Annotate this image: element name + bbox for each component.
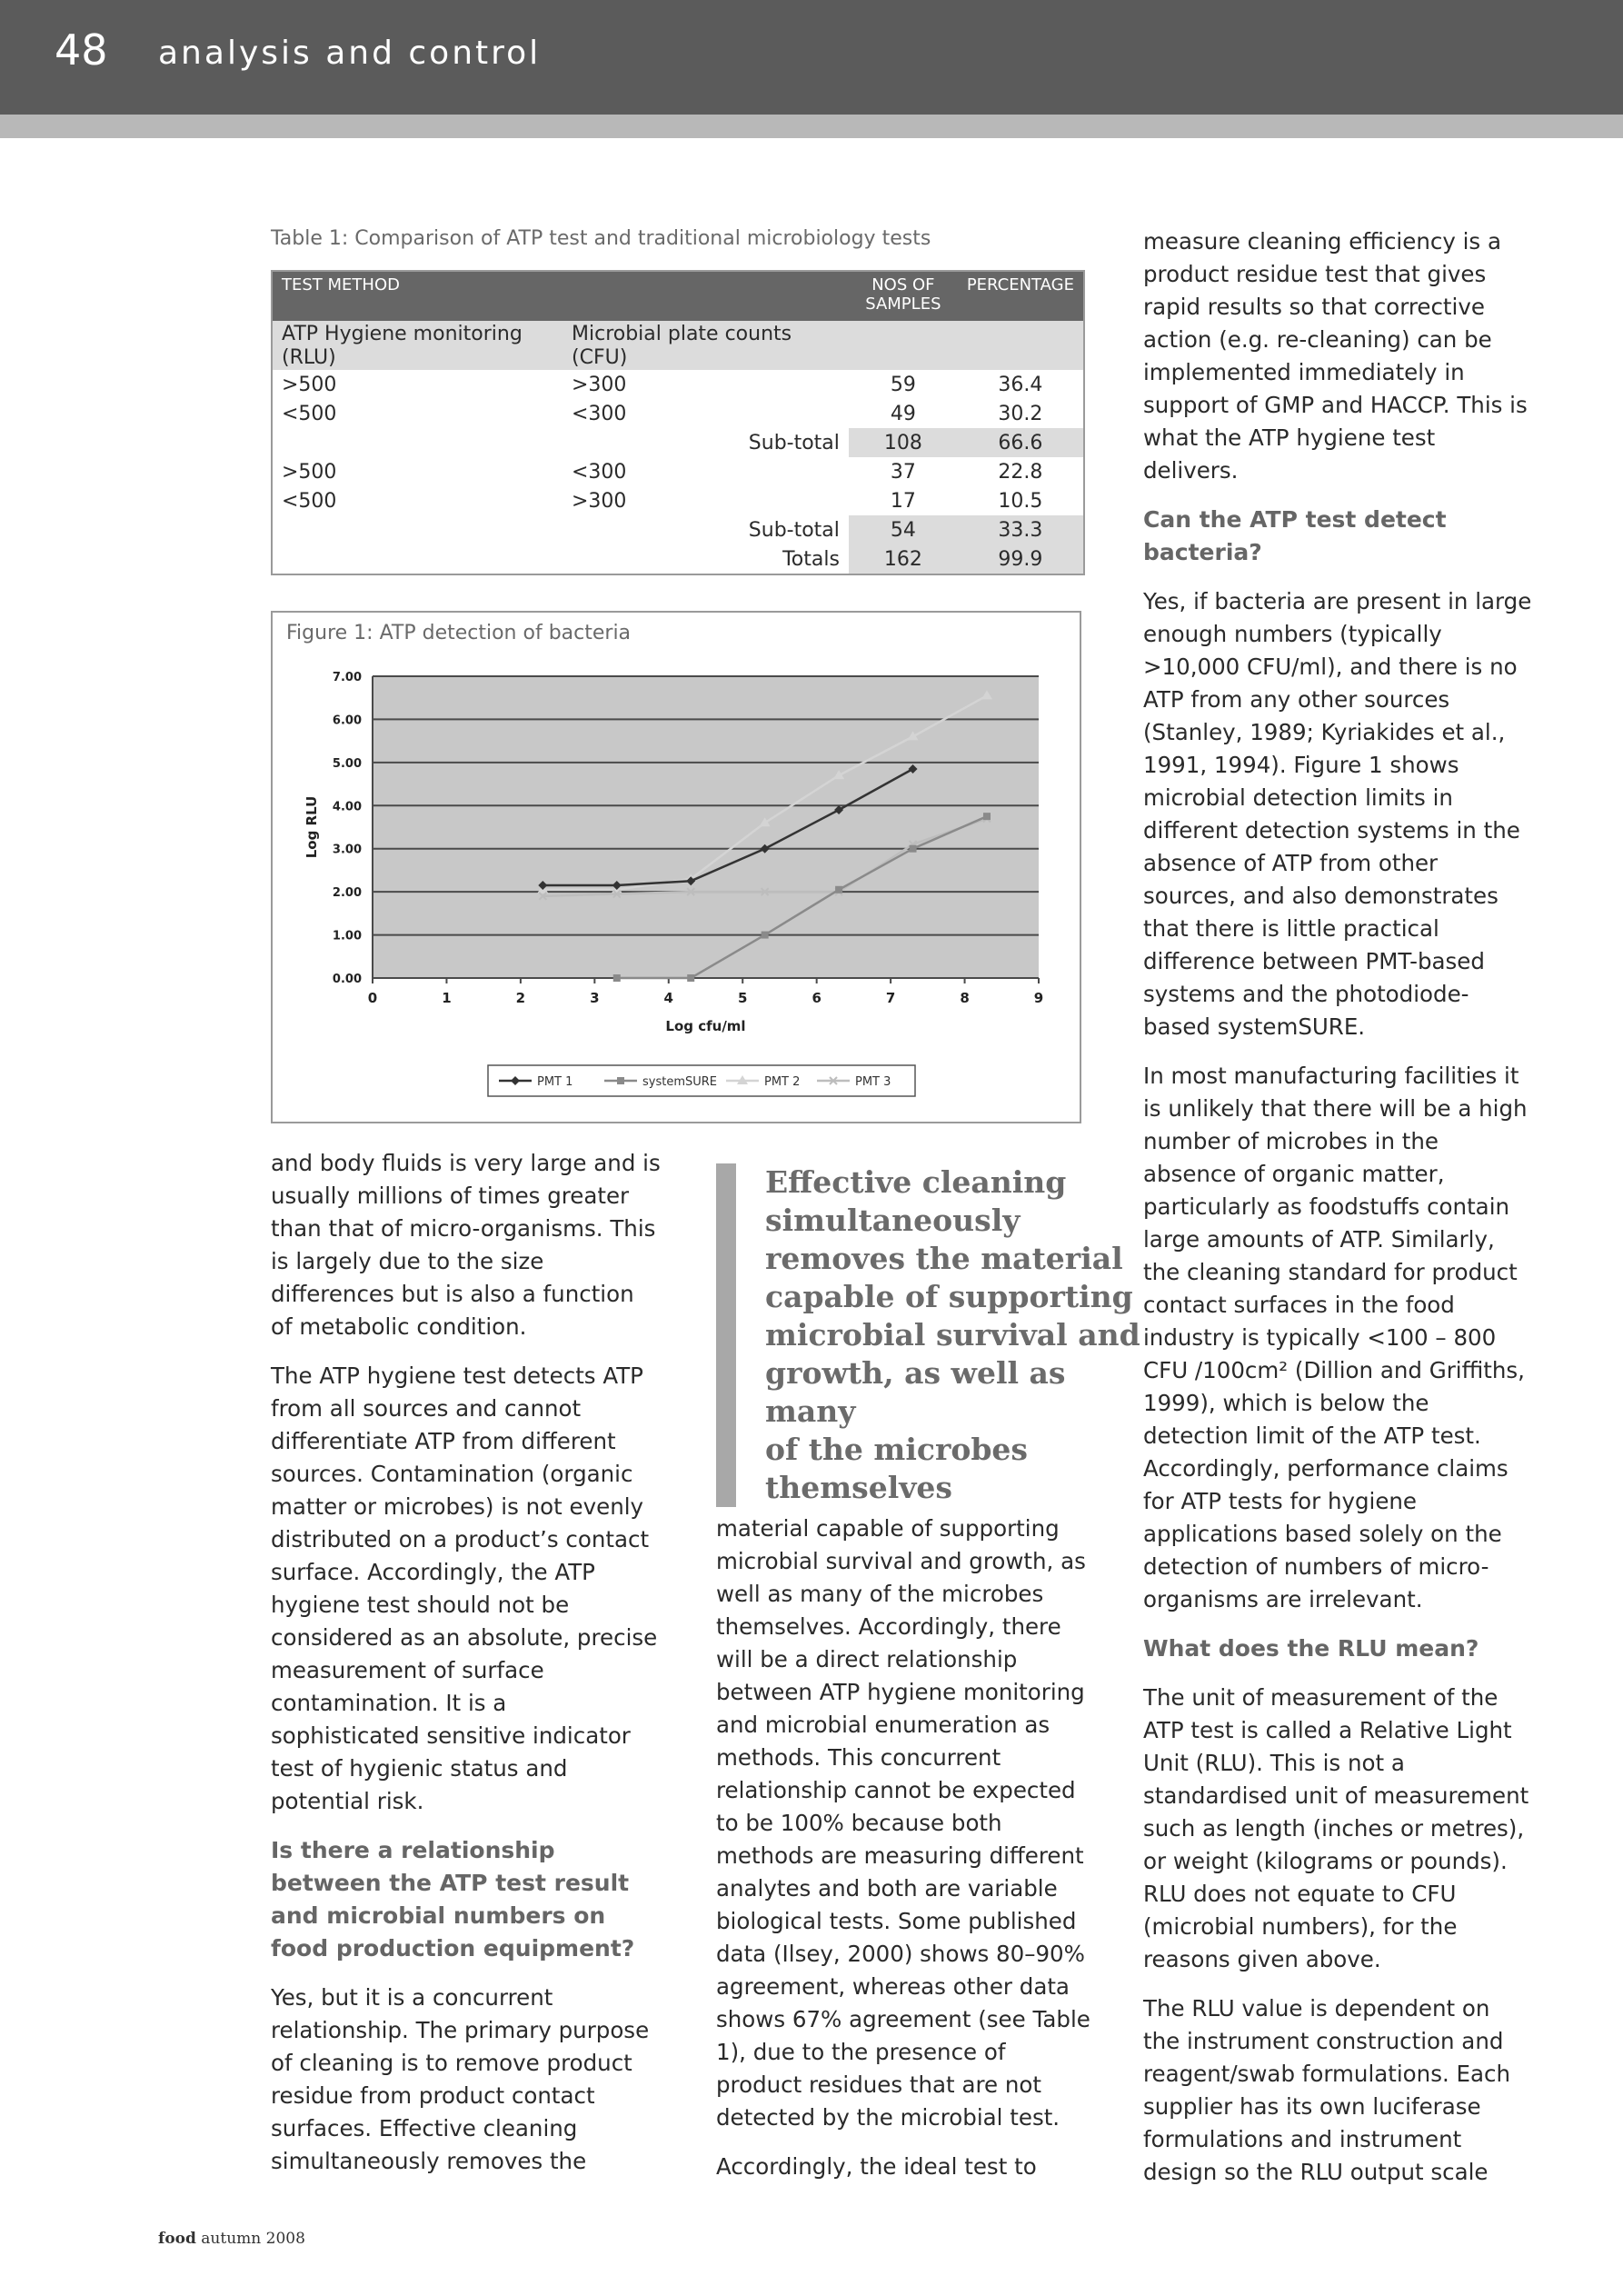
cell-plate: >300 — [572, 373, 627, 396]
y-axis-label: Log RLU — [304, 795, 320, 859]
y-tick-label: 6.00 — [332, 714, 362, 728]
cell-pct: 30.2 — [998, 402, 1043, 425]
subheading: What does the RLU mean? — [1143, 1635, 1479, 1662]
table-row — [273, 370, 1083, 399]
legend-label: PMT 3 — [855, 1075, 891, 1089]
x-tick-label: 4 — [663, 990, 673, 1006]
cell-label: Sub-total — [748, 518, 840, 542]
column-1 — [271, 1147, 662, 2194]
cell-atp: <500 — [282, 489, 337, 513]
y-tick-label: 2.00 — [332, 886, 362, 901]
pull-quote-line: themselves — [765, 1470, 953, 1505]
cell-pct: 10.5 — [998, 489, 1043, 513]
subheader-plate: Microbial plate counts (CFU) — [563, 321, 849, 370]
cell-pct: 22.8 — [998, 460, 1043, 484]
cell-atp: <500 — [282, 402, 337, 425]
cell-pct: 99.9 — [958, 544, 1083, 574]
data-point — [762, 932, 769, 939]
cell-atp: >500 — [282, 373, 337, 396]
paragraph: Yes, if bacteria are present in large enough numbers (typically >10,000 CFU/ml), and there is no ATP from any other sources (Stanley, 1989; Kyriakides et al., 1991, 1994). Figure 1 shows microbial detection limits in different detection systems in the absence of ATP from other sources, and also demonstrates that there is little practical difference between PMT-based systems and the photodiode-based systemSURE. — [1143, 588, 1532, 1040]
cell-label: Sub-total — [748, 431, 840, 454]
paragraph: Accordingly, the ideal test to — [716, 2153, 1037, 2180]
cell-nos: 54 — [849, 515, 958, 544]
cell-pct: 36.4 — [998, 373, 1043, 396]
subheading: Can the ATP test detect bacteria? — [1143, 506, 1447, 565]
cell-nos: 108 — [849, 428, 958, 457]
table-row-subtotal — [273, 428, 1083, 457]
data-point — [835, 886, 842, 893]
paragraph: In most manufacturing facilities it is unlikely that there will be a high number of microbes in the absence of organic matter, particularly as foodstuffs contain large amounts of ATP. Similarly, the cleaning standard for product contact surfaces in the food industry is typically <100 – 800 CFU /100cm² (Dillion and Griffiths, 1999), which is below the detection limit of the ATP test. Accordingly, performance claims for ATP tests for hygiene applications based solely on the detection of numbers of micro-organisms are irrelevant. — [1143, 1063, 1528, 1612]
col-header-pct: PERCENTAGE — [958, 272, 1083, 321]
footer-issue: autumn 2008 — [201, 2230, 305, 2248]
x-tick-label: 9 — [1033, 990, 1044, 1006]
pull-quote-line: removes the material — [765, 1241, 1123, 1276]
cell-atp: >500 — [282, 460, 337, 484]
cell-pct: 33.3 — [958, 515, 1083, 544]
cell-nos: 49 — [890, 402, 916, 425]
col-header-method: TEST METHOD — [273, 272, 849, 321]
y-tick-label: 7.00 — [332, 671, 362, 684]
x-tick-label: 8 — [960, 990, 970, 1006]
paragraph: material capable of supporting microbial survival and growth, as well as many of the microbes themselves. Accordingly, there will be a direct relationship between ATP hygiene monitoring and microbial enumeration as methods. This concurrent relationship cannot be expected to be 100% because both methods are measuring different analytes and both are variable biological tests. Some published data (Ilsey, 2000) shows 80–90% agreement, whereas other data shows 67% agreement (see Table 1), due to the presence of product residues that are not detected by the microbial test. — [716, 1515, 1090, 2131]
x-tick-label: 0 — [367, 990, 378, 1006]
x-tick-label: 2 — [515, 990, 526, 1006]
y-tick-label: 5.00 — [332, 756, 362, 771]
subheading: Is there a relationship between the ATP test result and microbial numbers on food production equipment? — [271, 1837, 635, 1962]
data-point — [910, 845, 917, 853]
paragraph: The RLU value is dependent on the instrument construction and reagent/swab formulations. Each supplier has its own luciferase formulations and instrument design so the RLU output scale — [1143, 1995, 1511, 2185]
paragraph: and body fluids is very large and is usually millions of times greater than that of micro-organisms. This is largely due to the size differences but is also a function of metabolic condition. — [271, 1150, 661, 1340]
paragraph: The unit of measurement of the ATP test is called a Relative Light Unit (RLU). This is not a standardised unit of measurement such as length (inches or metres), or weight (kilograms or pounds). RLU does not equate to CFU (microbial numbers), for the reasons given above. — [1143, 1684, 1529, 1972]
cell-nos: 59 — [890, 373, 916, 396]
cell-nos: 37 — [890, 460, 916, 484]
x-tick-label: 5 — [738, 990, 748, 1006]
y-tick-label: 3.00 — [332, 843, 362, 857]
paragraph: Yes, but it is a concurrent relationship. The primary purpose of cleaning is to remove product residue from product contact surfaces. Effective cleaning simultaneously removes the — [271, 1984, 650, 2174]
header-bar — [0, 0, 1623, 115]
header-strip — [0, 115, 1623, 138]
x-tick-label: 1 — [442, 990, 452, 1006]
subheader-atp: ATP Hygiene monitoring (RLU) — [273, 321, 563, 370]
legend-marker — [617, 1077, 624, 1084]
legend-label: PMT 2 — [764, 1075, 801, 1089]
column-2 — [716, 1512, 1098, 2200]
column-3 — [1143, 225, 1532, 2205]
footer — [158, 2230, 305, 2248]
table-caption: Table 1: Comparison of ATP test and traditional microbiology tests — [271, 227, 931, 250]
cell-pct: 66.6 — [958, 428, 1083, 457]
comparison-table — [271, 270, 1085, 575]
cell-plate: <300 — [572, 460, 627, 484]
y-tick-label: 4.00 — [332, 800, 362, 814]
col-header-nos: NOS OF SAMPLES — [849, 272, 958, 321]
x-axis-label: Log cfu/ml — [665, 1018, 746, 1034]
pull-quote-line: simultaneously — [765, 1203, 1021, 1238]
data-point — [983, 813, 991, 820]
figure-caption: Figure 1: ATP detection of bacteria — [286, 622, 632, 644]
y-tick-label: 1.00 — [332, 929, 362, 943]
table-row — [273, 457, 1083, 486]
pull-quote-line: Effective cleaning — [765, 1164, 1067, 1200]
figure-box — [271, 611, 1081, 1123]
x-tick-label: 6 — [812, 990, 821, 1006]
paragraph: measure cleaning efficiency is a product residue test that gives rapid results so that corrective action (e.g. re-cleaning) can be implemented immediately in support of GMP and HACCP. This is what the ATP hygiene test delivers. — [1143, 228, 1528, 484]
paragraph: The ATP hygiene test detects ATP from all sources and cannot differentiate ATP from different sources. Contamination (organic matter or microbes) is not evenly distributed on a product’s contact surface. Accordingly, the ATP hygiene test should not be considered as an absolute, precise measurement of surface contamination. It is a sophisticated sensitive indicator test of hygienic status and potential risk. — [271, 1363, 658, 1814]
table-row — [273, 486, 1083, 515]
data-point — [613, 974, 621, 982]
legend-label: systemSURE — [642, 1075, 718, 1089]
section-title: analysis and control — [158, 35, 542, 72]
table-row — [273, 399, 1083, 428]
table-row-totals — [273, 544, 1083, 574]
cell-plate: <300 — [572, 402, 627, 425]
data-point — [687, 974, 694, 982]
x-tick-label: 7 — [885, 990, 896, 1006]
pull-quote-line: capable of supporting — [765, 1279, 1133, 1314]
cell-plate: >300 — [572, 489, 627, 513]
pull-quote-line: growth, as well as many — [765, 1355, 1066, 1429]
page-number: 48 — [55, 25, 108, 75]
legend-label: PMT 1 — [537, 1075, 573, 1089]
cell-nos: 17 — [890, 489, 916, 513]
cell-label: Totals — [782, 547, 840, 571]
y-tick-label: 0.00 — [332, 973, 362, 986]
footer-magazine: food — [158, 2230, 196, 2248]
x-tick-label: 3 — [590, 990, 600, 1006]
pull-quote — [716, 1163, 1147, 1507]
table-row-subtotal — [273, 515, 1083, 544]
pull-quote-line: microbial survival and — [765, 1317, 1140, 1353]
cell-nos: 162 — [849, 544, 958, 574]
pull-quote-line: of the microbes — [765, 1432, 1029, 1467]
atp-chart — [273, 613, 1080, 1122]
